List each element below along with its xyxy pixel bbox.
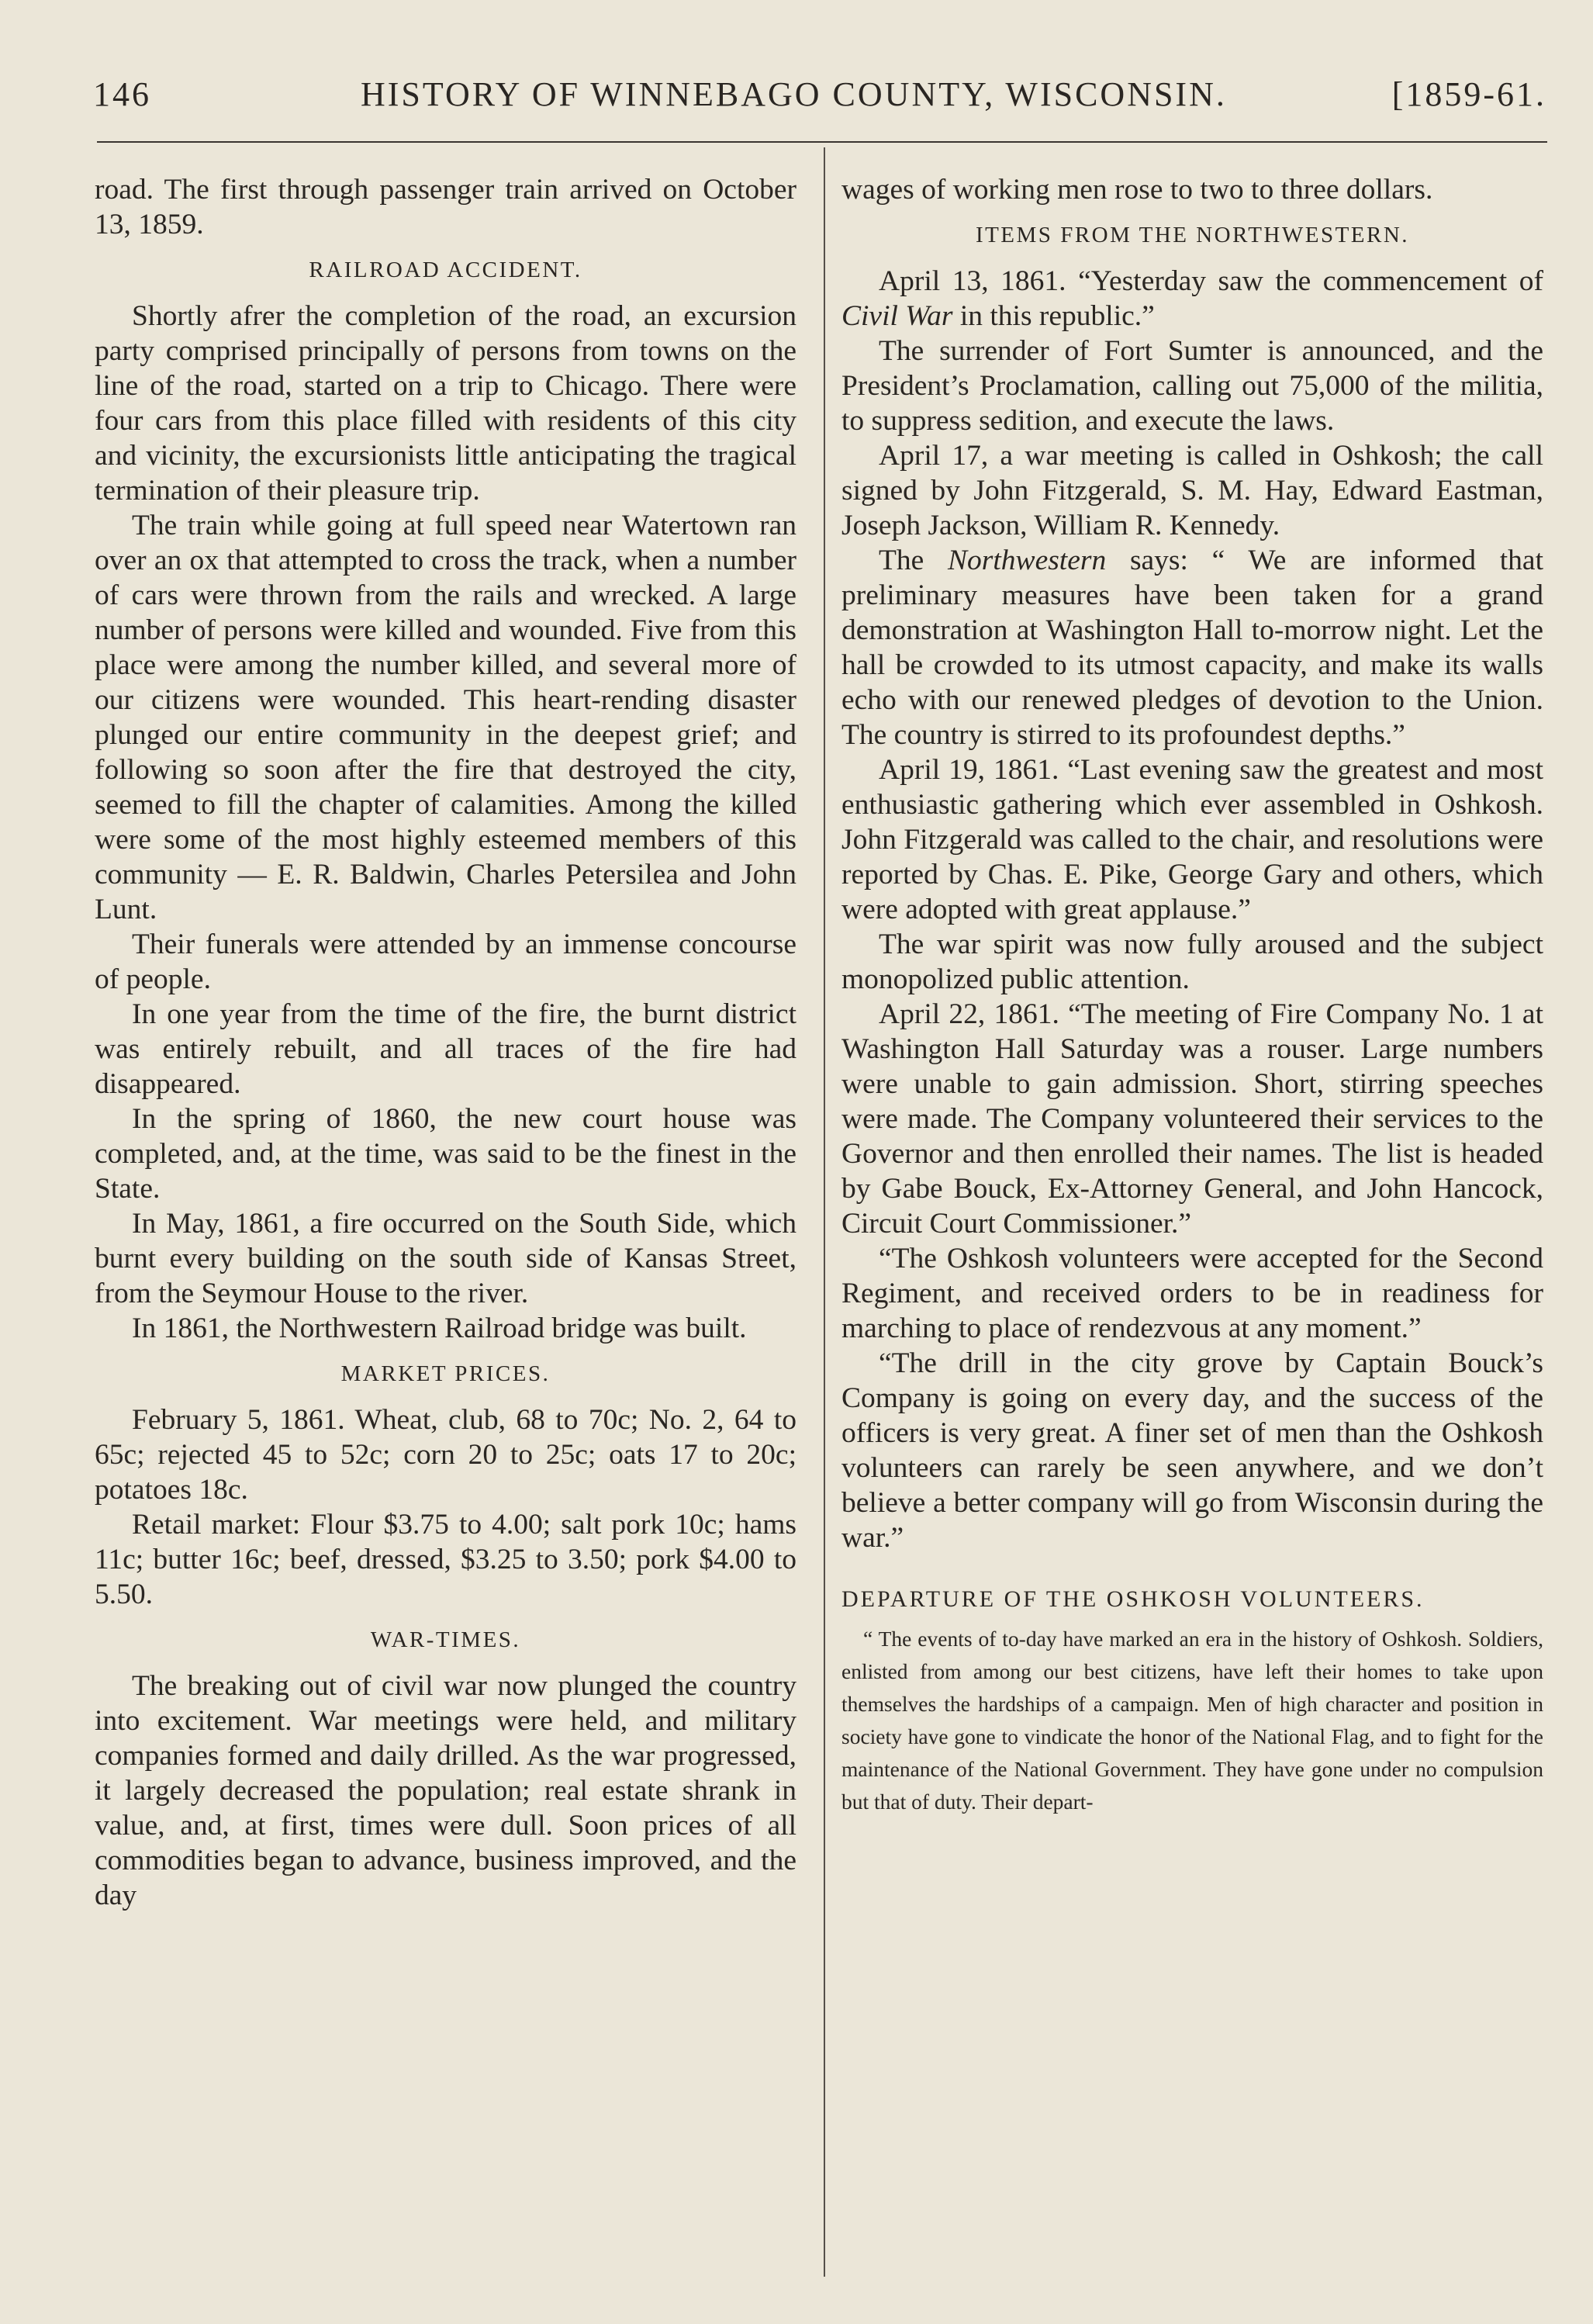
paragraph: In one year from the time of the fire, the burnt district was entirely rebuilt, and all traces of the fire had disappeared. [95,998,796,1100]
running-title: HISTORY OF WINNEBAGO COUNTY, WISCONSIN. [361,75,1227,113]
paragraph: road. The first through passenger train arrived on October 13, 1859. [95,174,796,240]
paragraph: In the spring of 1860, the new court house was completed, and, at the time, was said to be the finest in the State. [95,1103,796,1205]
paragraph: The war spirit was now fully aroused and the subject monopolized public attention. [841,929,1543,995]
paragraph: The train while going at full speed near Watertown ran over an ox that attempted to cross the track, when a number of cars were thrown from the rails and wrecked. A large number of persons were killed and wounded. Five from this place were among the number killed, and several more of our citizens were wounded. This heart-rending disaster plunged our entire community in the deepest grief; and following so soon after the fire that destroyed the city, seemed to fill the chapter of calamities. Among the killed were some of the most highly esteemed members of this community — E. R. Baldwin, Charles Petersilea and John Lunt. [95,510,796,925]
section-heading-railroad-accident: RAILROAD ACCIDENT. [309,258,582,282]
paragraph: February 5, 1861. Wheat, club, 68 to 70c; No. 2, 64 to 65c; rejected 45 to 52c; corn 20 to 25c; oats 17 to 20c; potatoes 18c. [95,1404,796,1506]
paragraph: In May, 1861, a fire occurred on the South Side, which burnt every building on the south side of Kansas Street, from the Seymour House to the river. [95,1208,796,1309]
section-heading-items-northwestern: ITEMS FROM THE NORTHWESTERN. [975,223,1410,247]
section-heading-war-times: WAR-TIMES. [370,1627,521,1652]
paragraph: Their funerals were attended by an immense concourse of people. [95,929,796,995]
section-heading-departure: DEPARTURE OF THE OSHKOSH VOLUNTEERS. [841,1586,1425,1612]
emphasis: Northwestern [948,545,1107,576]
paragraph: Retail market: Flour $3.75 to 4.00; salt pork 10c; hams 11c; butter 16c; beef, dressed, $3.25 to 3.50; pork $4.00 to 5.50. [95,1509,796,1610]
column-divider [824,147,825,2277]
quote-paragraph: “ The events of to-day have marked an era in the history of Oshkosh. Soldiers, enlisted from among our best citizens, have left their homes to take upon themselves the hardships of a campaign. Men of high character and position in society have gone to vindicate the honor of the National Flag, and to fight for the maintenance of the National Government. They have gone under no compulsion but that of duty. Their depart- [841,1627,1543,1814]
page-number: 146 [93,75,151,113]
block-quote [841,1623,1543,1818]
right-column [841,172,1543,1818]
paragraph: April 17, a war meeting is called in Oshkosh; the call signed by John Fitzgerald, S. M. Hay, Edward Eastman, Joseph Jackson, William R. Kennedy. [841,440,1543,541]
paragraph: April 19, 1861. “Last evening saw the greatest and most enthusiastic gathering which ever assembled in Oshkosh. John Fitzgerald was called to the chair, and resolutions were reported by Chas. E. Pike, George Gary and others, which were adopted with great applause.” [841,754,1543,925]
section-heading-market-prices: MARKET PRICES. [340,1361,551,1386]
paragraph: wages of working men rose to two to three dollars. [841,174,1433,206]
paragraph: In 1861, the Northwestern Railroad bridge was built. [132,1312,747,1344]
paragraph: April 22, 1861. “The meeting of Fire Company No. 1 at Washington Hall Saturday was a rouser. Large numbers were unable to gain admission. Short, stirring speeches were made. The Company volunteered their services to the Governor and then enrolled their names. The list is headed by Gabe Bouck, Ex-Attorney General, and John Hancock, Circuit Court Commissioner.” [841,998,1543,1240]
running-head [93,71,1546,118]
paragraph: The breaking out of civil war now plunged the country into excitement. War meetings were held, and military companies formed and daily drilled. As the war progressed, it largely decreased the population; real estate shrank in value, and, at first, times were dull. Soon prices of all commodities began to advance, business improved, and the day [95,1670,796,1911]
year-range: [1859-61. [1391,75,1546,113]
paragraph: April 13, 1861. “Yesterday saw the commencement of Civil War in this republic.” [841,265,1543,332]
paragraph: The Northwestern says: “ We are informed that preliminary measures have been taken for a grand demonstration at Washington Hall to-morrow night. Let the hall be crowded to its utmost capacity, and make its walls echo with our renewed pledges of devotion to the Union. The country is stirred to its profoundest depths.” [841,545,1543,751]
paragraph: The surrender of Fort Sumter is announced, and the President’s Proclamation, calling out 75,000 of the militia, to suppress sedition, and execute the laws. [841,335,1543,437]
emphasis: Civil War [841,300,953,332]
header-rule [97,141,1547,143]
left-column [95,172,796,1913]
paragraph: Shortly afrer the completion of the road, an excursion party comprised principally of persons from towns on the line of the road, started on a trip to Chicago. There were four cars from this place filled with residents of this city and vicinity, the excursionists little anticipating the tragical termination of their pleasure trip. [95,300,796,507]
paragraph: “The Oshkosh volunteers were accepted for the Second Regiment, and received orders to be in readiness for marching to place of rendezvous at any moment.” [841,1243,1543,1344]
paragraph: “The drill in the city grove by Captain Bouck’s Company is going on every day, and the success of the officers is very great. A finer set of men than the Oshkosh volunteers can rarely be seen anywhere, and we don’t believe a better company will go from Wisconsin during the war.” [841,1347,1543,1554]
